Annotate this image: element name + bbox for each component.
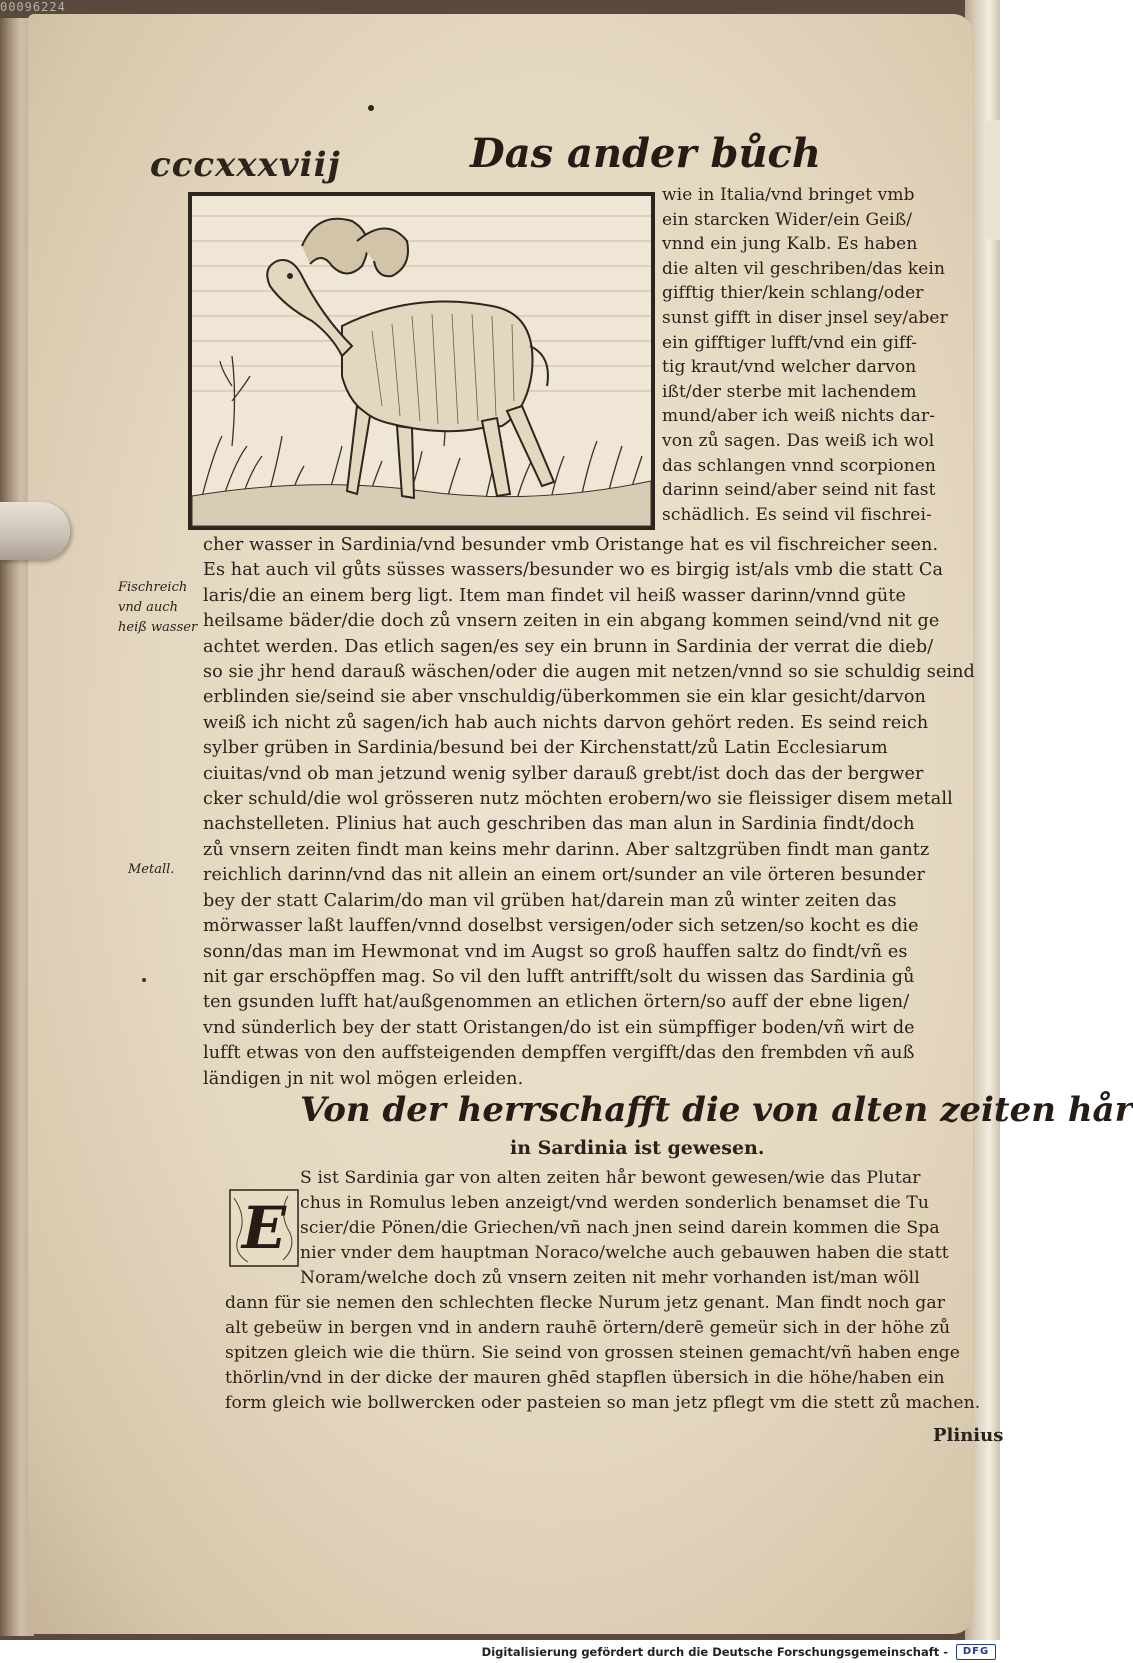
text-line: ländigen jn nit wol mögen erleiden. xyxy=(203,1068,524,1089)
text-line: sylber grüben in Sardinia/besund bei der Kirchenstatt/zů Latin Ecclesiarum xyxy=(203,738,888,759)
text-line: wie in Italia/vnd bringet vmb xyxy=(662,185,915,205)
marginal-line: heiß wasser xyxy=(118,620,198,635)
ink-dot xyxy=(142,978,146,982)
text-line: form gleich wie bollwercken oder pasteien so man jetz pflegt vm die stett zů machen. xyxy=(225,1393,981,1413)
folio-number: cccxxxviij xyxy=(150,145,341,185)
text-line: von zů sagen. Das weiß ich wol xyxy=(662,430,935,451)
text-line: laris/die an einem berg ligt. Item man findet vil heiß wasser darinn/vnnd güte xyxy=(203,585,907,606)
text-line: darinn seind/aber seind nit fast xyxy=(662,480,936,501)
running-head: Das ander bůch xyxy=(470,130,821,177)
text-line: sunst gifft in diser jnsel sey/aber xyxy=(662,307,948,328)
section-heading: Von der herrschafft die von alten zeiten hår xyxy=(300,1090,1133,1130)
section-indented-text xyxy=(300,1166,990,1291)
text-line: dann für sie nemen den schlechten flecke Nurum jetz genant. Man findt noch gar xyxy=(225,1293,946,1313)
text-line: heilsame bäder/die doch zů vnsern zeiten in ein abgang kommen seind/vnd nit ge xyxy=(203,611,940,632)
funding-credit: Digitalisierung gefördert durch die Deutsche Forschungsgemeinschaft - xyxy=(481,1645,948,1659)
text-line: mund/aber ich weiß nichts dar- xyxy=(662,406,936,427)
text-line: die alten vil geschriben/das kein xyxy=(662,258,945,279)
text-line: zů vnsern zeiten findt man keins mehr darinn. Aber saltzgrüben findt man gantz xyxy=(203,839,930,860)
text-line: vnnd ein jung Kalb. Es haben xyxy=(662,234,918,255)
text-line: chus in Romulus leben anzeigt/vnd werden sonderlich benamset die Tu xyxy=(300,1193,930,1213)
marginal-line: vnd auch xyxy=(118,600,178,615)
initial-letter-icon xyxy=(228,1188,300,1268)
page-clip xyxy=(0,502,70,560)
text-line: sonn/das man im Hewmonat vnd im Augst so groß hauffen saltz do findt/vñ es xyxy=(203,941,908,962)
text-line: Es hat auch vil gůts süsses wassers/besunder wo es birgig ist/als vmb die statt Ca xyxy=(203,560,944,581)
svg-text:E: E xyxy=(241,1194,287,1262)
marginal-note-fischreich xyxy=(118,578,197,638)
ram-icon xyxy=(192,196,651,526)
section-subheading: in Sardinia ist gewesen. xyxy=(510,1137,765,1159)
text-line: ein gifftiger lufft/vnd ein giff- xyxy=(662,332,918,353)
text-line: ciuitas/vnd ob man jetzund wenig sylber darauß grebt/ist doch das der bergwer xyxy=(203,763,924,784)
section-full-text xyxy=(225,1291,995,1416)
text-line: das schlangen vnnd scorpionen xyxy=(662,455,936,476)
right-column-text xyxy=(662,183,992,527)
text-line: thörlin/vnd in der dicke der mauren ghēd stapflen übersich in die höhe/haben ein xyxy=(225,1368,945,1388)
woodcut-illustration xyxy=(188,192,655,530)
text-line: scier/die Pönen/die Griechen/vñ nach jnen seind darein kommen die Spa xyxy=(300,1218,940,1238)
marginal-line: Metall. xyxy=(128,862,175,877)
text-line: ißt/der sterbe mit lachendem xyxy=(662,381,917,402)
text-line: weiß ich nicht zů sagen/ich hab auch nichts darvon gehört reden. Es seind reich xyxy=(203,712,929,733)
text-line: cker schuld/die wol grösseren nutz möchten erobern/wo sie fleissiger disem metall xyxy=(203,789,953,810)
text-line: schädlich. Es seind vil fischrei- xyxy=(662,504,932,525)
text-line: achtet werden. Das etlich sagen/es sey ein brunn in Sardinia der verrat die dieb/ xyxy=(203,636,934,657)
text-line: nit gar erschöpffen mag. So vil den lufft antrifft/solt du wissen das Sardinia gů xyxy=(203,966,915,987)
text-line: bey der statt Calarim/do man vil grüben hat/darein man zů winter zeiten das xyxy=(203,890,897,911)
text-line: ten gsunden lufft hat/außgenommen an etlichen örtern/so auff der ebne ligen/ xyxy=(203,992,910,1013)
text-line: erblinden sie/seind sie aber vnschuldig/überkommen sie ein klar gesicht/darvon xyxy=(203,687,926,708)
text-line: cher wasser in Sardinia/vnd besunder vmb Oristange hat es vil fischreicher seen. xyxy=(203,535,939,555)
text-line: gifftig thier/kein schlang/oder xyxy=(662,283,924,304)
text-line: nier vnder dem hauptman Noraco/welche auch gebauwen haben die statt xyxy=(300,1243,949,1263)
text-line: tig kraut/vnd welcher darvon xyxy=(662,357,917,378)
text-line: Noram/welche doch zů vnsern zeiten nit mehr vorhanden ist/man wöll xyxy=(300,1268,920,1288)
text-line: reichlich darinn/vnd das nit allein an einem ort/sunder an vile örteren besunder xyxy=(203,865,925,886)
marginal-note-metall xyxy=(128,860,174,880)
text-line: alt gebeüw in bergen vnd in andern rauhē örtern/derē gemeür sich in der höhe zů xyxy=(225,1318,951,1338)
text-line: mörwasser laßt lauffen/vnnd doselbst versigen/oder sich setzen/so kocht es die xyxy=(203,916,919,937)
text-line: ein starcken Wider/ein Geiß/ xyxy=(662,209,913,230)
text-line: spitzen gleich wie die thürn. Sie seind von grossen steinen gemacht/vñ haben enge xyxy=(225,1343,961,1363)
decorated-initial xyxy=(228,1188,300,1268)
scan-id: 00096224 xyxy=(0,0,66,14)
text-line: vnd sünderlich bey der statt Oristangen/do ist ein sümpffiger boden/vñ wirt de xyxy=(203,1017,915,1038)
catchword: Plinius xyxy=(933,1425,1004,1446)
marginal-line: Fischreich xyxy=(118,580,188,595)
text-line: S ist Sardinia gar von alten zeiten hår bewont gewesen/wie das Plutar xyxy=(300,1168,921,1188)
text-line: nachstelleten. Plinius hat auch geschriben das man alun in Sardinia findt/doch xyxy=(203,814,915,835)
text-line: so sie jhr hend darauß wäschen/oder die augen mit netzen/vnnd so sie schuldig seind xyxy=(203,662,975,683)
text-line: lufft etwas von den auffsteigenden dempffen vergifft/das den frembden vñ auß xyxy=(203,1043,915,1064)
main-text-block xyxy=(203,533,983,1092)
ink-dot xyxy=(368,105,374,111)
dfg-logo: DFG xyxy=(956,1644,996,1660)
